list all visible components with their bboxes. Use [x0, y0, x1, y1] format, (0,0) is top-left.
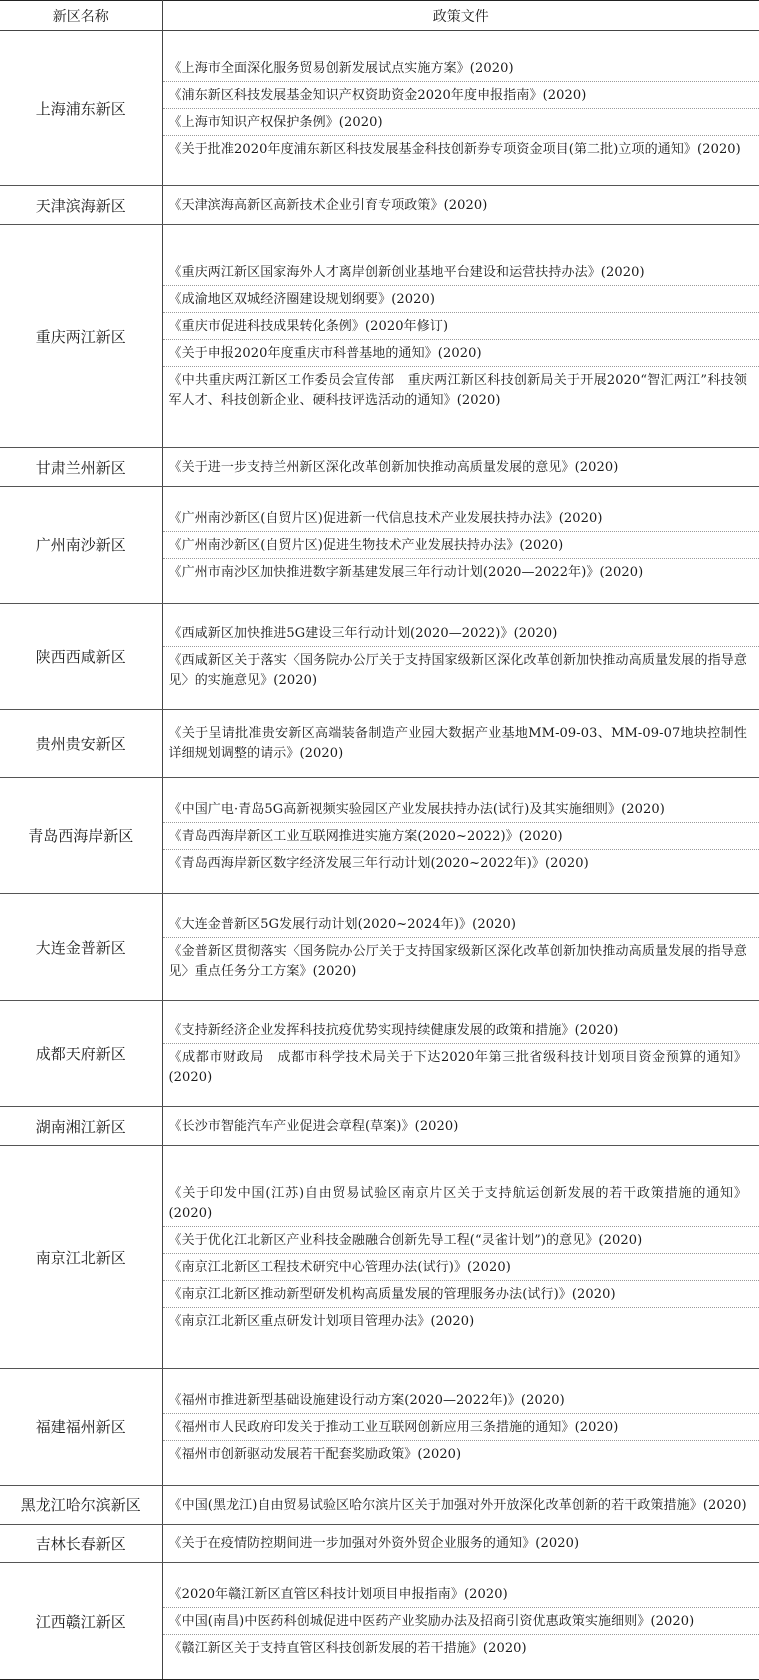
table-row: [0, 31, 759, 186]
policy-document-item: 《重庆两江新区国家海外人才离岸创新创业基地平台建设和运营扶持办法》(2020): [163, 259, 759, 286]
policy-document-item: 《关于申报2020年度重庆市科普基地的通知》(2020): [163, 340, 759, 367]
policy-list-cell: [162, 1107, 759, 1146]
policy-list-cell: [162, 1146, 759, 1369]
table-row: [0, 487, 759, 604]
policy-document-item: 《上海市全面深化服务贸易创新发展试点实施方案》(2020): [163, 55, 759, 82]
policy-list-cell: [162, 487, 759, 604]
area-name-cell: 黑龙江哈尔滨新区: [0, 1485, 162, 1524]
table-row: [0, 1146, 759, 1369]
table-row: [0, 1369, 759, 1486]
area-name-cell: 天津滨海新区: [0, 186, 162, 225]
header-row: [0, 1, 759, 31]
area-name-cell: 上海浦东新区: [0, 31, 162, 186]
policy-document-item: 《南京江北新区工程技术研究中心管理办法(试行)》(2020): [163, 1254, 759, 1281]
area-name-cell: 福建福州新区: [0, 1369, 162, 1486]
area-name-cell: 大连金普新区: [0, 894, 162, 1000]
area-name-cell: 江西赣江新区: [0, 1563, 162, 1680]
policy-document-item: 《关于优化江北新区产业科技金融融合创新先导工程(“灵雀计划”)的意见》(2020): [163, 1227, 759, 1254]
policy-document-item: 《西咸新区加快推进5G建设三年行动计划(2020—2022)》(2020): [163, 620, 759, 647]
policy-list-cell: [162, 1369, 759, 1486]
policy-document-item: 《长沙市智能汽车产业促进会章程(草案)》(2020): [168, 1119, 459, 1135]
table-row: [0, 1107, 759, 1146]
policy-document-item: 《西咸新区关于落实〈国务院办公厅关于支持国家级新区深化改革创新加快推动高质量发展的指导意见〉的实施意见》(2020): [168, 652, 747, 688]
policy-document-item: 《青岛西海岸新区数字经济发展三年行动计划(2020~2022年)》(2020): [168, 855, 589, 871]
policy-document-item: 《广州市南沙区加快推进数字新基建发展三年行动计划(2020—2022年)》(2020): [168, 564, 644, 580]
area-name-cell: 重庆两江新区: [0, 225, 162, 448]
policy-document-item: 《青岛西海岸新区工业互联网推进实施方案(2020~2022)》(2020): [163, 823, 759, 850]
area-name-cell: 贵州贵安新区: [0, 710, 162, 778]
table-row: [0, 448, 759, 487]
policy-document-item: 《重庆市促进科技成果转化条例》(2020年修订): [163, 313, 759, 340]
table-row: [0, 894, 759, 1000]
policy-document-item: 《南京江北新区推动新型研发机构高质量发展的管理服务办法(试行)》(2020): [163, 1281, 759, 1308]
table-row: [0, 1563, 759, 1680]
area-name-cell: 陕西西咸新区: [0, 603, 162, 709]
policy-document-item: 《关于呈请批准贵安新区高端装备制造产业园大数据产业基地MM-09-03、MM-09-07地块控制性详细规划调整的请示》(2020): [168, 726, 747, 762]
area-name-cell: 甘肃兰州新区: [0, 448, 162, 487]
table-row: [0, 1524, 759, 1563]
policy-list-cell: [162, 1485, 759, 1524]
policy-document-item: 《金普新区贯彻落实〈国务院办公厅关于支持国家级新区深化改革创新加快推动高质量发展的指导意见〉重点任务分工方案》(2020): [168, 943, 747, 979]
policy-document-item: 《关于印发中国(江苏)自由贸易试验区南京片区关于支持航运创新发展的若干政策措施的通知》(2020): [163, 1180, 759, 1227]
policy-document-item: 《关于在疫情防控期间进一步加强对外资外贸企业服务的通知》(2020): [168, 1536, 580, 1552]
table-row: [0, 225, 759, 448]
area-name-cell: 吉林长春新区: [0, 1524, 162, 1563]
header-policy: 政策文件: [162, 1, 759, 31]
policy-document-item: 《福州市人民政府印发关于推动工业互联网创新应用三条措施的通知》(2020): [163, 1414, 759, 1441]
policy-document-item: 《中共重庆两江新区工作委员会宣传部 重庆两江新区科技创新局关于开展2020“智汇两江”科技领军人才、科技创新企业、硬科技评选活动的通知》(2020): [168, 373, 747, 409]
policy-document-item: 《支持新经济企业发挥科技抗疫优势实现持续健康发展的政策和措施》(2020): [163, 1017, 759, 1044]
policy-list-cell: [162, 31, 759, 186]
policy-document-item: 《中国(黑龙江)自由贸易试验区哈尔滨片区关于加强对外开放深化改革创新的若干政策措施》(2020): [168, 1497, 747, 1513]
policy-list-cell: [162, 777, 759, 894]
table-row: [0, 1485, 759, 1524]
policy-document-item: 《广州南沙新区(自贸片区)促进生物技术产业发展扶持办法》(2020): [163, 532, 759, 559]
policy-document-item: 《南京江北新区重点研发计划项目管理办法》(2020): [168, 1314, 475, 1330]
policy-list-cell: [162, 1000, 759, 1106]
header-area: 新区名称: [0, 1, 162, 31]
policy-document-item: 《大连金普新区5G发展行动计划(2020~2024年)》(2020): [163, 911, 759, 938]
area-name-cell: 成都天府新区: [0, 1000, 162, 1106]
policy-document-item: 《成都市财政局 成都市科学技术局关于下达2020年第三批省级科技计划项目资金预算的通知》(2020): [168, 1050, 747, 1085]
policy-list-cell: [162, 1563, 759, 1680]
policy-list-cell: [162, 603, 759, 709]
policy-document-item: 《浦东新区科技发展基金知识产权资助资金2020年度申报指南》(2020): [163, 82, 759, 109]
table-row: [0, 777, 759, 894]
policy-list-cell: [162, 710, 759, 778]
policy-document-item: 《关于进一步支持兰州新区深化改革创新加快推动高质量发展的意见》(2020): [168, 460, 619, 476]
policy-list-cell: [162, 448, 759, 487]
table-row: [0, 186, 759, 225]
area-name-cell: 湖南湘江新区: [0, 1107, 162, 1146]
policy-document-item: 《上海市知识产权保护条例》(2020): [163, 109, 759, 136]
policy-document-item: 《广州南沙新区(自贸片区)促进新一代信息技术产业发展扶持办法》(2020): [163, 505, 759, 532]
table-body: [0, 31, 759, 1680]
area-name-cell: 青岛西海岸新区: [0, 777, 162, 894]
table-row: [0, 710, 759, 778]
policy-document-item: 《中国(南昌)中医药科创城促进中医药产业奖励办法及招商引资优惠政策实施细则》(2020): [163, 1608, 759, 1635]
policy-document-item: 《赣江新区关于支持直管区科技创新发展的若干措施》(2020): [168, 1641, 527, 1657]
policy-document-item: 《2020年赣江新区直管区科技计划项目申报指南》(2020): [163, 1581, 759, 1608]
policy-document-item: 《成渝地区双城经济圈建设规划纲要》(2020): [163, 286, 759, 313]
policy-list-cell: [162, 894, 759, 1000]
policy-list-cell: [162, 186, 759, 225]
area-name-cell: 南京江北新区: [0, 1146, 162, 1369]
policy-document-item: 《关于批准2020年度浦东新区科技发展基金科技创新券专项资金项目(第二批)立项的通知》(2020): [168, 141, 741, 157]
policy-document-item: 《天津滨海高新区高新技术企业引育专项政策》(2020): [168, 198, 488, 214]
table-row: [0, 603, 759, 709]
area-name-cell: 广州南沙新区: [0, 487, 162, 604]
policy-document-item: 《福州市创新驱动发展若干配套奖励政策》(2020): [168, 1446, 462, 1462]
table-row: [0, 1000, 759, 1106]
policy-document-item: 《中国广电·青岛5G高新视频实验园区产业发展扶持办法(试行)及其实施细则》(2020): [163, 796, 759, 823]
policy-list-cell: [162, 1524, 759, 1563]
policy-list-cell: [162, 225, 759, 448]
policy-document-item: 《福州市推进新型基础设施建设行动方案(2020—2022年)》(2020): [163, 1387, 759, 1414]
